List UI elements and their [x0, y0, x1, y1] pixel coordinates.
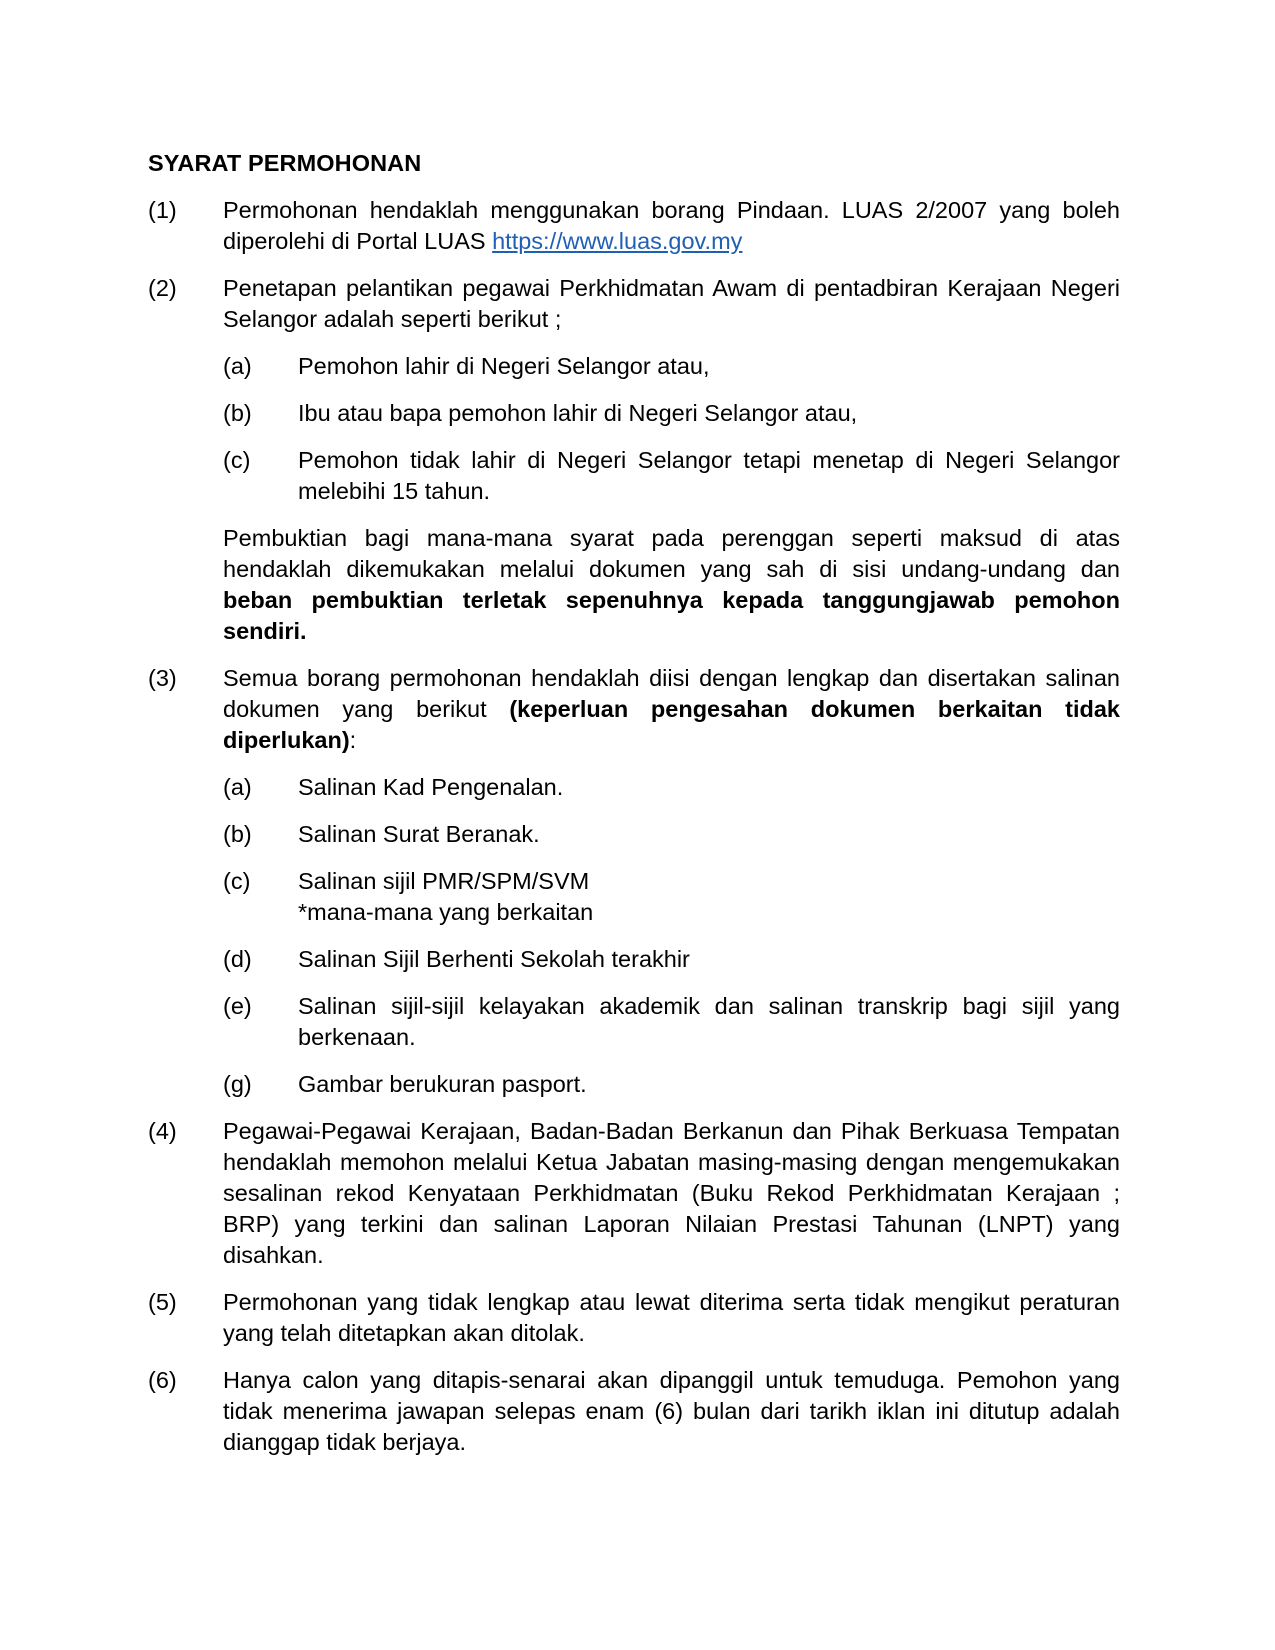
item-text-before-link: Permohonan hendaklah menggunakan borang Pindaan. LUAS 2/2007 yang boleh diperolehi di Portal LUAS	[223, 197, 1120, 254]
item-number: (1)	[148, 197, 177, 223]
item-text: Permohonan yang tidak lengkap atau lewat diterima serta tidak mengikut peraturan yang telah ditetapkan akan ditolak.	[223, 1289, 1120, 1346]
item-number: (3)	[148, 665, 177, 691]
item-text	[223, 663, 1120, 756]
sub-item-c	[223, 445, 1120, 507]
item-number: (5)	[148, 1289, 177, 1315]
sub-item-text-block	[298, 866, 1120, 928]
sub-item-letter: (a)	[223, 353, 252, 379]
sub-item-text: Salinan Surat Beranak.	[298, 821, 540, 847]
requirement-item-6	[148, 1365, 1120, 1458]
requirement-item-2	[148, 273, 1120, 647]
sub-item-text: Ibu atau bapa pemohon lahir di Negeri Selangor atau,	[298, 400, 858, 426]
item-text-after: :	[349, 727, 357, 753]
sub-item-text: Salinan sijil PMR/SPM/SVM	[298, 868, 590, 894]
sub-item-letter: (e)	[223, 993, 252, 1019]
sub-item-footnote: *mana-mana yang berkaitan	[298, 899, 594, 925]
proof-note-emphasis: beban pembuktian terletak sepenuhnya kepada tanggungjawab pemohon sendiri.	[223, 587, 1120, 644]
requirement-item-3	[148, 663, 1120, 1100]
requirement-item-1	[148, 195, 1120, 257]
sub-item-letter: (b)	[223, 821, 252, 847]
item-number: (6)	[148, 1367, 177, 1393]
item-text-emphasis: (keperluan pengesahan dokumen berkaitan tidak diperlukan)	[223, 696, 1120, 753]
sub-item-text: Salinan Kad Pengenalan.	[298, 774, 564, 800]
requirement-item-4	[148, 1116, 1120, 1271]
sub-item-text: Salinan sijil-sijil kelayakan akademik dan salinan transkrip bagi sijil yang berkenaan.	[298, 993, 1120, 1050]
item-text: Pegawai-Pegawai Kerajaan, Badan-Badan Berkanun dan Pihak Berkuasa Tempatan hendaklah memohon melalui Ketua Jabatan masing-masing dengan mengemukakan sesalinan rekod Kenyataan Perkhidmatan (Buku Rekod Perkhidmatan Kerajaan ; BRP) yang terkini dan salinan Laporan Nilaian Prestasi Tahunan (LNPT) yang disahkan.	[223, 1118, 1120, 1268]
item-text-plain: Semua borang permohonan hendaklah diisi dengan lengkap dan disertakan salinan dokumen yang berikut	[223, 665, 1120, 722]
requirement-item-5	[148, 1287, 1120, 1349]
item-text: Penetapan pelantikan pegawai Perkhidmatan Awam di pentadbiran Kerajaan Negeri Selangor adalah seperti berikut ;	[223, 275, 1120, 332]
item-number: (4)	[148, 1118, 177, 1144]
item-body	[223, 663, 1120, 1100]
sub-item-letter: (c)	[223, 447, 251, 473]
proof-note-text: Pembuktian bagi mana-mana syarat pada perenggan seperti maksud di atas hendaklah dikemukakan melalui dokumen yang sah di sisi undang-undang dan	[223, 525, 1120, 582]
item-body	[223, 273, 1120, 647]
sub-item-text: Pemohon tidak lahir di Negeri Selangor tetapi menetap di Negeri Selangor melebihi 15 tahun.	[298, 447, 1120, 504]
sub-item-a	[223, 351, 1120, 382]
sub-item-letter: (b)	[223, 400, 252, 426]
sub-item-letter: (g)	[223, 1071, 252, 1097]
proof-note	[223, 523, 1120, 647]
sub-item-b	[223, 398, 1120, 429]
document-page	[148, 148, 1120, 1474]
item-text	[223, 195, 1120, 257]
item-number: (2)	[148, 275, 177, 301]
sub-item-text: Pemohon lahir di Negeri Selangor atau,	[298, 353, 710, 379]
sub-item-d	[223, 944, 1120, 975]
sub-item-letter: (a)	[223, 774, 252, 800]
sub-item-g	[223, 1069, 1120, 1100]
sub-item-c	[223, 866, 1120, 928]
sub-item-text: Salinan Sijil Berhenti Sekolah terakhir	[298, 946, 690, 972]
sub-item-b	[223, 819, 1120, 850]
sub-item-e	[223, 991, 1120, 1053]
sub-item-letter: (c)	[223, 868, 251, 894]
sub-item-text: Gambar berukuran pasport.	[298, 1071, 587, 1097]
page-title: SYARAT PERMOHONAN	[148, 150, 422, 176]
luas-portal-link[interactable]: https://www.luas.gov.my	[492, 228, 743, 254]
sub-item-a	[223, 772, 1120, 803]
sub-item-letter: (d)	[223, 946, 252, 972]
item-text: Hanya calon yang ditapis-senarai akan dipanggil untuk temuduga. Pemohon yang tidak menerima jawapan selepas enam (6) bulan dari tarikh iklan ini ditutup adalah dianggap tidak berjaya.	[223, 1367, 1120, 1455]
